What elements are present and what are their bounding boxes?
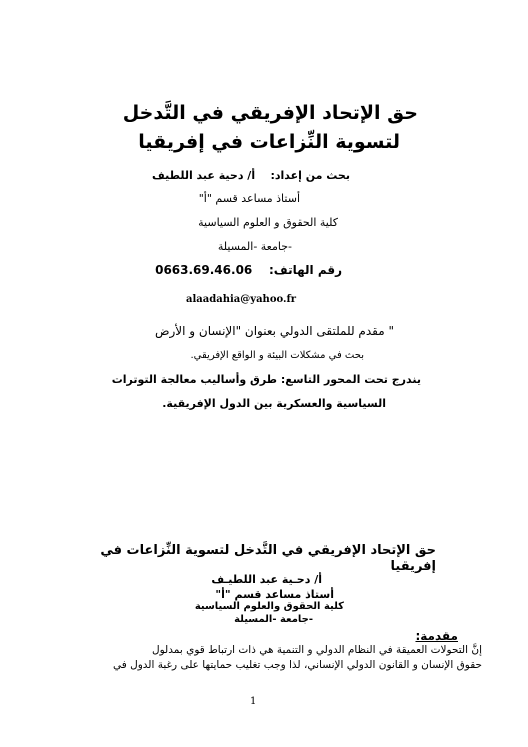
prepared-by-label: بحث من إعداد:	[270, 169, 350, 182]
intro-para-line2: حقوق الإنسان و القانون الدولي الإنساني، لذا وجب تغليب حمايتها على رغبة الدول في	[112, 659, 482, 671]
intro-heading: مقدمة:	[415, 629, 458, 643]
second-faculty: كلية الحقوق والعلوم السياسية	[194, 601, 344, 612]
cover-title-line1: حق الإتحاد الإفريقي في التَّدخل	[122, 102, 418, 124]
conference-line1: " مقدم للملتقى الدولي بعنوان "الإنسان و الأرض	[154, 324, 394, 338]
second-author: أ/ دحـية عبد اللطيـف	[211, 573, 322, 586]
axis-line1: يندرج تحت المحور التاسع: طرق وأساليب معالجة التوترات	[111, 373, 421, 386]
phone-line	[155, 264, 342, 276]
faculty-name: كلية الحقوق و العلوم السياسية	[198, 216, 338, 229]
cover-byline	[152, 170, 350, 181]
university-name: -جامعة -المسيلة	[217, 240, 292, 253]
second-position: أستاذ مساعد قسم "أ"	[215, 588, 334, 601]
cover-title-line2: لتسوية النِّزاعات في إفريقيا	[138, 131, 400, 153]
page-number: 1	[250, 696, 257, 707]
second-title-line2: إفريقيا	[390, 559, 436, 574]
second-title-line1: حق الإتحاد الإفريقي في التَّدخل لتسوية النِّزاعات في	[100, 543, 436, 558]
author-name: أ/ دحية عبد اللطيف	[152, 169, 256, 182]
author-position: أستاذ مساعد قسم "أ"	[198, 192, 300, 205]
phone-label: رقم الهاتف:	[269, 263, 342, 277]
email-address[interactable]: alaadahia@yahoo.fr	[186, 294, 297, 305]
second-university: -جامعة -المسيلة	[234, 614, 313, 625]
conference-line2: بحث في مشكلات البيئة و الواقع الإفريقي.	[190, 350, 364, 361]
axis-line2: السياسية والعسكرية بين الدول الإفريقية.	[162, 397, 386, 410]
intro-para-line1: إنَّ التحولات العميقة في النظام الدولي و التنمية هي ذات ارتباط قوي بمدلول	[152, 644, 482, 656]
phone-number: 0663.69.46.06	[155, 263, 253, 277]
